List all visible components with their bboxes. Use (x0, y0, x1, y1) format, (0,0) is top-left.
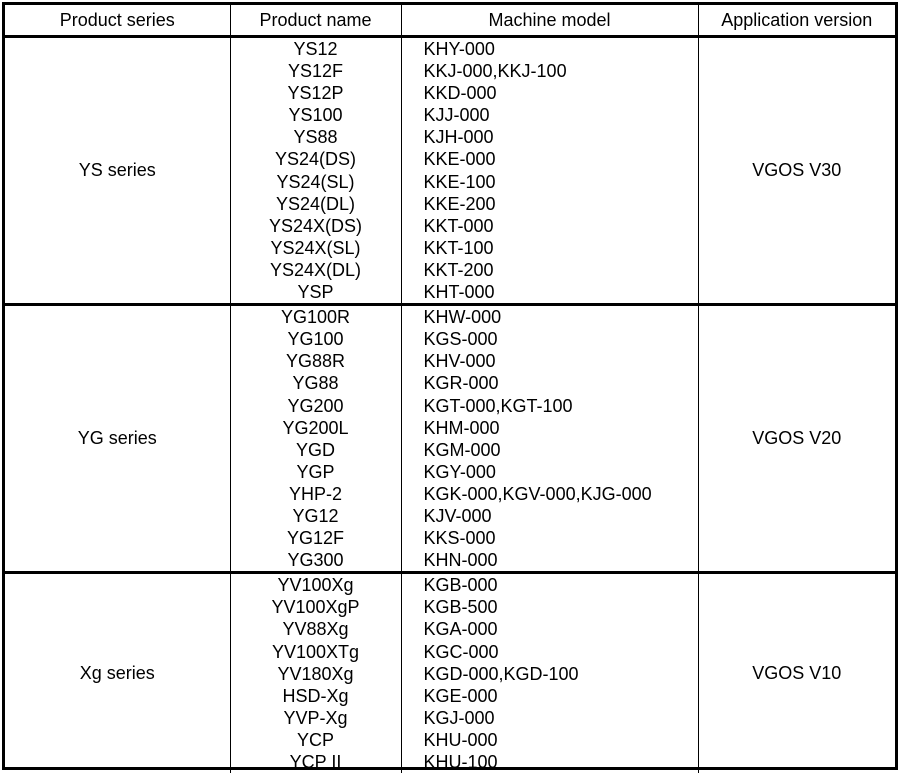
machine-model: KKT-000 (423, 215, 494, 236)
machine-model: KKE-100 (423, 171, 496, 192)
product-name: YGP (296, 461, 335, 482)
product-name: YS12F (287, 61, 344, 82)
machine-model: KJV-000 (423, 505, 492, 526)
machine-model: KGE-000 (423, 685, 498, 706)
machine-model-cell (401, 37, 698, 305)
product-name: YGD (295, 439, 335, 460)
product-name: YS88 (293, 127, 338, 148)
product-name-cell (230, 305, 401, 573)
product-name: YG88R (285, 351, 346, 372)
machine-model: KJJ-000 (423, 105, 490, 126)
product-name: YHP-2 (288, 483, 342, 504)
product-name: YG88 (292, 373, 339, 394)
machine-model: KHT-000 (423, 282, 495, 303)
series-group-row (5, 573, 895, 773)
machine-model: KKD-000 (423, 83, 497, 104)
machine-model: KHU-000 (423, 729, 498, 750)
product-name: YS24(DS) (274, 149, 357, 170)
machine-model: KHW-000 (423, 307, 502, 328)
product-name: YCP (296, 729, 334, 750)
product-name: YS100 (288, 105, 343, 126)
product-series-cell: YG series (5, 305, 230, 573)
product-name: YG100 (287, 329, 344, 350)
machine-model: KGC-000 (423, 641, 499, 662)
application-version-cell: VGOS V10 (698, 573, 895, 773)
machine-model-cell (401, 573, 698, 773)
product-name: YS24(SL) (276, 171, 355, 192)
product-name: YS24X(DS) (268, 215, 363, 236)
machine-model-cell (401, 305, 698, 573)
application-version-cell: VGOS V30 (698, 37, 895, 305)
application-version-cell: VGOS V20 (698, 305, 895, 573)
machine-model: KGR-000 (423, 373, 499, 394)
product-name: YG100R (280, 307, 351, 328)
machine-model: KHM-000 (423, 417, 500, 438)
product-name: YV100Xg (277, 575, 354, 596)
product-name: YS12P (287, 83, 344, 104)
product-name: YG200 (287, 395, 344, 416)
series-group-row (5, 305, 895, 573)
product-name: YG12 (292, 505, 339, 526)
machine-model: KGD-000,KGD-100 (423, 663, 579, 684)
product-compatibility-table-frame (2, 2, 898, 770)
machine-model: KGB-500 (423, 597, 498, 618)
product-name: YV100XgP (271, 597, 360, 618)
product-compatibility-table (5, 5, 895, 773)
product-name: YCP II (289, 752, 342, 772)
machine-model: KGM-000 (423, 439, 501, 460)
product-name: YSP (297, 282, 334, 303)
product-name: YV88Xg (282, 619, 349, 640)
machine-model: KJH-000 (423, 127, 494, 148)
product-name-cell (230, 573, 401, 773)
machine-model: KHY-000 (423, 39, 495, 59)
product-series-cell: YS series (5, 37, 230, 305)
product-name: YG12F (286, 528, 345, 549)
header-machine-model: Machine model (401, 5, 698, 37)
product-name: YVP-Xg (283, 707, 348, 728)
machine-model: KKJ-000,KKJ-100 (423, 61, 567, 82)
product-name: YS12 (293, 39, 338, 59)
product-name: YS24(DL) (275, 193, 356, 214)
machine-model: KKE-200 (423, 193, 496, 214)
machine-model: KKT-200 (423, 259, 494, 280)
product-name: YS24X(DL) (269, 259, 362, 280)
header-product-name: Product name (230, 5, 401, 37)
product-name: YV180Xg (277, 663, 354, 684)
series-group-row (5, 37, 895, 305)
header-product-series: Product series (5, 5, 230, 37)
product-series-cell: Xg series (5, 573, 230, 773)
product-name: YV100XTg (271, 641, 360, 662)
machine-model: KGJ-000 (423, 707, 495, 728)
product-name: HSD-Xg (282, 685, 349, 706)
machine-model: KGS-000 (423, 329, 498, 350)
machine-model: KHN-000 (423, 550, 498, 571)
machine-model: KHU-100 (423, 752, 498, 772)
product-name: YG200L (282, 417, 349, 438)
machine-model: KKT-100 (423, 237, 494, 258)
product-name-cell (230, 37, 401, 305)
machine-model: KKE-000 (423, 149, 496, 170)
product-name: YS24X(SL) (270, 237, 361, 258)
machine-model: KGB-000 (423, 575, 498, 596)
machine-model: KHV-000 (423, 351, 496, 372)
header-application-version: Application version (698, 5, 895, 37)
machine-model: KKS-000 (423, 528, 496, 549)
machine-model: KGY-000 (423, 461, 496, 482)
machine-model: KGA-000 (423, 619, 498, 640)
table-header-row (5, 5, 895, 37)
product-name: YG300 (287, 550, 344, 571)
machine-model: KGT-000,KGT-100 (423, 395, 573, 416)
machine-model: KGK-000,KGV-000,KJG-000 (423, 483, 652, 504)
